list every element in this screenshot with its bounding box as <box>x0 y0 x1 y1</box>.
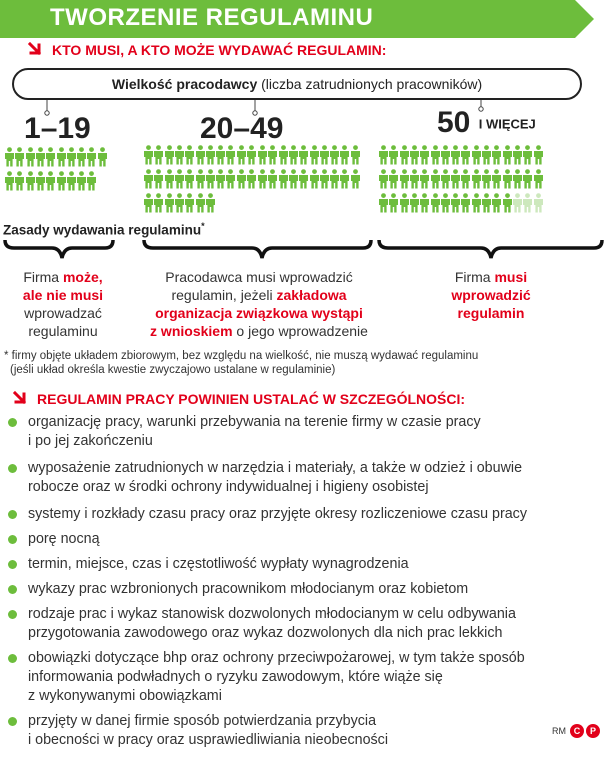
list-item-line: termin, miejsce, czas i częstotliwość wypłaty wynagrodzenia <box>28 556 409 572</box>
list-item-line: robocze oraz w środki ochrony indywidualnej i higieny osobistej <box>28 479 429 495</box>
list-item <box>8 580 603 599</box>
bullet-icon <box>8 585 17 594</box>
list-item <box>8 712 603 750</box>
section-heading-what-text: REGULAMIN PRACY POWINIEN USTALAĆ W SZCZEGÓLNOŚCI: <box>37 391 466 407</box>
section-heading-who <box>28 42 386 58</box>
list-item-line: i obecności w pracy oraz usprawiedliwiania nieobecności <box>28 732 388 748</box>
rule-medium-firm: Pracodawca musi wprowadzić regulamin, jeżeli zakładowa organizacja związkowa wystąpi z wnioskiem o jego wprowadzenie <box>150 269 368 339</box>
list-item-line: rodzaje prac i wykaz stanowisk dozwolonych młodocianym w celu odbywania <box>28 606 516 622</box>
list-item-line: informowania podwładnych o ryzyku zawodowym, które wiąże się <box>28 669 443 685</box>
list-item-line: porę nocną <box>28 531 100 547</box>
person-icon <box>246 145 257 165</box>
employer-size-box <box>12 68 582 100</box>
person-icon <box>350 169 361 189</box>
rules-label: Zasady wydawania regulaminu* <box>3 221 205 238</box>
person-icon <box>246 169 257 189</box>
section-heading-who-text: KTO MUSI, A KTO MOŻE WYDAWAĆ REGULAMIN: <box>52 42 387 58</box>
publisher-logo-p: P <box>586 724 600 738</box>
page-title: TWORZENIE REGULAMINU <box>50 4 374 31</box>
person-icon <box>533 145 544 165</box>
rule-large-firm: Firma musi wprowadzić regulamin <box>451 269 531 321</box>
publisher-logo-c: C <box>570 724 584 738</box>
rule-small-firm: Firma może, ale nie musi wprowadzać regulaminu <box>22 269 104 339</box>
list-item <box>8 649 603 706</box>
bullet-icon <box>8 464 17 473</box>
person-icon <box>533 169 544 189</box>
curly-braces <box>0 236 609 264</box>
bullet-icon <box>8 560 17 569</box>
list-item <box>8 505 603 524</box>
footnote: * firmy objęte układem zbiorowym, bez względu na wielkość, nie muszą wydawać regulaminu (jeśli układ określa kwestie zwyczajowo ustalane w regulaminie) <box>4 350 479 376</box>
list-item-line: i po jej zakończeniu <box>28 433 153 449</box>
list-item-line: wyposażenie zatrudnionych w narzędzia i materiały, a także w odzież i obuwie <box>28 460 523 476</box>
person-icon <box>86 171 97 191</box>
bullet-icon <box>8 418 17 427</box>
bullet-icon <box>8 654 17 663</box>
person-icon <box>205 193 216 213</box>
list-item-line: obowiązki dotyczące bhp oraz ochrony przeciwpożarowej, w tym także sposób <box>28 650 525 666</box>
list-item-line: z wykonywanymi obowiązkami <box>28 688 222 704</box>
bullet-icon <box>8 717 17 726</box>
list-item-line: przygotowania zawodowego oraz wykaz dozwolonych dla nich prac lekkich <box>28 625 503 641</box>
section-heading-what <box>13 391 465 407</box>
list-item-line: wykazy prac wzbronionych pracownikom młodocianym oraz kobietom <box>28 581 469 597</box>
person-icon <box>533 193 544 213</box>
list-item <box>8 555 603 574</box>
arrow-down-right-icon <box>13 391 29 407</box>
list-item <box>8 530 603 549</box>
bullet-icon <box>8 510 17 519</box>
person-icon <box>97 147 108 167</box>
bullet-icon <box>8 535 17 544</box>
list-item <box>8 605 603 643</box>
range-1-19: 1–19 <box>24 112 91 145</box>
arrow-down-right-icon <box>28 42 44 58</box>
list-item <box>8 413 603 451</box>
bullet-icon <box>8 610 17 619</box>
list-item-line: systemy i rozkłady czasu pracy oraz przyjęte okresy rozliczeniowe czasu pracy <box>28 506 527 522</box>
list-item-line: przyjęty w danej firmie sposób potwierdzania przybycia <box>28 713 377 729</box>
employer-size-label: Wielkość pracodawcy <box>111 76 258 92</box>
range-20-49: 20–49 <box>200 112 284 145</box>
employer-size-note: (liczba zatrudnionych pracowników) <box>261 76 483 92</box>
requirements-list <box>8 413 603 750</box>
person-icon <box>350 145 361 165</box>
credit <box>552 724 600 738</box>
list-item <box>8 459 603 497</box>
range-50-plus: 50 I WIĘCEJ <box>437 106 536 139</box>
author-initials: RM <box>552 726 566 736</box>
list-item-line: organizację pracy, warunki przebywania na terenie firmy w czasie pracy <box>28 414 481 430</box>
